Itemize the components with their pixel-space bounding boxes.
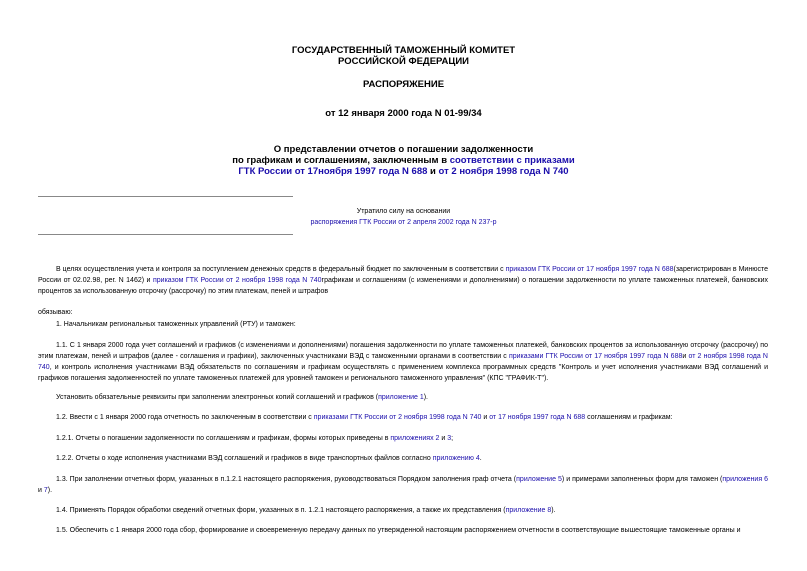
text: 1.1. С 1 января 2000 года учет соглашений и графиков (с изменениями и дополнениями) погашения задолженности по уплате таможенных платежей, банковских процентов за использованную отсрочку (рассрочку) по этим платежам, пеней и штрафов (далее - соглашения и графики), заключенных участниками ВЭД с таможенными органами в соответствии с [38,342,768,360]
text: В целях осуществления учета и контроля за поступлением денежных средств в федеральный бюджет по заключенным в соответствии с [56,266,506,273]
link-orders-740[interactable]: приказами ГТК России от 2 ноября 1998 года N 740 [313,414,482,421]
text: и [38,487,44,494]
paragraph-preamble [38,264,768,297]
link-order-688[interactable]: от 17 ноября 1997 года N 688 [489,414,586,421]
link-appendix-1[interactable]: приложение 1 [378,394,424,401]
paragraph-item-1: 1. Начальникам региональных таможенных управлений (РТУ) и таможен: [56,321,296,328]
text: ; [451,435,454,442]
text: соглашениям и графикам: [585,414,673,421]
paragraph-item-1-5: 1.5. Обеспечить с 1 января 2000 года сбор, формирование и своевременную передачу данных по утвержденной настоящим распоряжением отчетности в соответствующие вышестоящие таможенные органы и [56,527,741,534]
document-date-number: от 12 января 2000 года N 01-99/34 [325,108,482,119]
divider-top [38,196,293,197]
text: ). [423,394,428,401]
title-link-orders[interactable]: соответствии с приказами [449,155,575,166]
text: 1.2.1. Отчеты о погашении задолженности по соглашениям и графикам, формы которых приведены в [56,435,391,442]
link-orders-688[interactable]: приказами ГТК России от 17 ноября 1997 года N 688 [508,353,683,360]
org-name-line1: ГОСУДАРСТВЕННЫЙ ТАМОЖЕННЫЙ КОМИТЕТ [291,45,516,56]
link-order-740[interactable]: приказом ГТК России от 2 ноября 1998 года N 740 [152,277,322,284]
link-appendix-2[interactable]: приложениях 2 [390,435,440,442]
text: и [481,414,490,421]
text: 1.4. Применять Порядок обработки сведений отчетных форм, указанных в п. 1.2.1 настоящего распоряжения, а также их представления ( [56,507,506,514]
link-appendix-6[interactable]: приложения 6 [722,476,768,483]
title-link-order-740[interactable]: от 2 ноября 1998 года N 740 [438,166,569,177]
status-note-line2 [0,217,807,228]
status-note-link[interactable]: распоряжения ГТК России от 2 апреля 2002 года N 237-р [310,219,497,226]
text: , и контроль исполнения участниками ВЭД обязательств по соглашениям и графикам осуществлять с применением комплекса программных средств "Контроль и учет исполнения участниками ВЭД соглашений и графиков погашения задолженностей по уплате таможенных платежей для уровней таможен и регионального таможенного управления" (КПС "ГРАФИК-Т"). [38,364,768,382]
link-appendix-8[interactable]: приложение 8 [505,507,552,514]
text: 1.2. Ввести с 1 января 2000 года отчетность по заключенным в соответствии с [56,414,314,421]
document-title-line2 [0,155,807,166]
text: 1.3. При заполнении отчетных форм, указанных в п.1.2.1 настоящего распоряжения, руководствоваться Порядком заполнения граф отчета ( [56,476,517,483]
paragraph-item-1-2-2 [38,453,768,464]
org-name-line2: РОССИЙСКОЙ ФЕДЕРАЦИИ [337,56,469,67]
paragraph-item-1-3 [38,474,768,496]
text: . [479,455,482,462]
paragraph-obligation: обязываю: [38,309,73,316]
text: графикам и соглашениям (с изменениями и дополнениями) о погашении задолженности по уплате таможенных платежей, банковских процентов за использованную отсрочку (рассрочку) по этим платежам, пеней и штрафов [38,277,769,295]
text: и [439,435,448,442]
paragraph-item-1-1 [38,340,768,384]
title-text-and: и [427,166,439,177]
text: (зарегистрирован в Минюсте России от 02.02.98, рег. N 1462) и [38,266,768,284]
text: ). [551,507,556,514]
status-note-text: Утратило силу на основании [356,208,451,215]
link-appendix-4[interactable]: приложению 4 [432,455,480,462]
paragraph-requisites [38,392,768,403]
divider-bottom [38,234,293,235]
text: и [682,353,689,360]
title-link-order-688[interactable]: ГТК России от 17ноября 1997 года N 688 [238,166,428,177]
document-type: РАСПОРЯЖЕНИЕ [362,79,445,90]
paragraph-item-1-2 [38,412,768,423]
text: ) и примерами заполненных форм для таможен ( [561,476,723,483]
text: Установить обязательные реквизиты при заполнении электронных копий соглашений и графиков ( [56,394,379,401]
title-text: по графикам и соглашениям, заключенным в [232,155,450,166]
link-order-688[interactable]: приказом ГТК России от 17 ноября 1997 года N 688 [505,266,674,273]
link-appendix-7[interactable]: 7 [43,487,48,494]
document-title-line3 [0,166,807,177]
document-title-line1: О представлении отчетов о погашении задолженности [273,144,534,155]
link-appendix-3[interactable]: 3 [447,435,452,442]
text: ). [47,487,53,494]
paragraph-item-1-2-1 [38,433,768,444]
paragraph-item-1-4 [38,505,768,516]
link-appendix-5[interactable]: приложение 5 [516,476,562,483]
text: 1.2.2. Отчеты о ходе исполнения участниками ВЭД соглашений и графиков в виде транспортных файлов согласно [56,455,433,462]
link-order-740[interactable]: от 2 ноября 1998 года N 740 [38,353,768,371]
